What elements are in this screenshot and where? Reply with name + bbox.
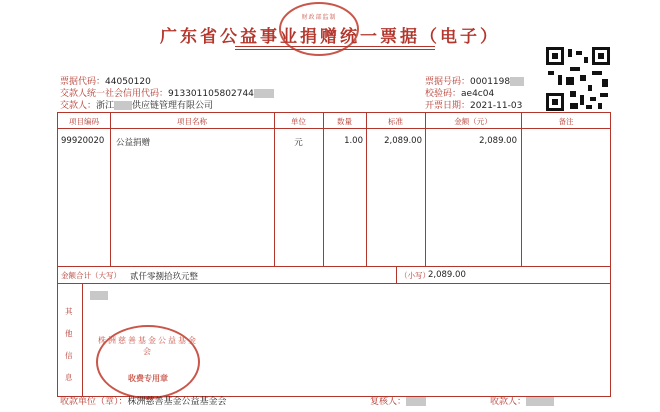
reviewer-label: 复核人： <box>370 397 407 407</box>
payment-seal-center-text: 收费专用章 <box>128 374 168 383</box>
table-body-rule <box>58 266 610 267</box>
payment-seal-ring-text: 株洲慈善基金公益基金会 <box>98 336 198 356</box>
document-title: 广东省公益事业捐赠统一票据（电子） <box>160 27 500 47</box>
check-code-value: ae4c04 <box>461 89 495 99</box>
redacted-block <box>254 89 274 98</box>
issue-date-value: 2021-11-03 <box>470 101 523 111</box>
col-header-qty: 数量 <box>337 117 352 126</box>
redacted-block <box>510 77 524 86</box>
col-header-std: 标准 <box>388 117 403 126</box>
total-small-label: （小写） <box>400 271 430 280</box>
row-name: 公益捐赠 <box>116 138 151 148</box>
payee <box>490 394 554 407</box>
payer-label: 交款人： <box>60 101 97 111</box>
col-header-unit: 单位 <box>291 117 306 126</box>
col-header-name: 项目名称 <box>177 117 207 126</box>
check-code-label: 校验码： <box>425 89 462 99</box>
issue-date-label: 开票日期： <box>425 101 471 111</box>
redacted-block <box>114 101 132 110</box>
payer <box>60 98 213 111</box>
bill-number-label: 票据号码： <box>425 77 471 87</box>
redacted-block <box>406 397 426 406</box>
bill-number-value: 0001198 <box>470 77 511 87</box>
qr-code <box>546 47 610 111</box>
col-header-amount: 金额（元） <box>454 117 492 126</box>
col-divider <box>110 113 111 266</box>
redacted-block <box>526 397 554 406</box>
total-divider <box>396 266 397 283</box>
col-header-code: 项目编码 <box>69 117 99 126</box>
title-underline-2 <box>235 49 435 50</box>
row-qty: 1.00 <box>344 136 363 146</box>
receiver <box>60 394 227 407</box>
payer-prefix: 浙江 <box>96 101 115 111</box>
payer-credit-code-value: 913301105802744 <box>168 89 254 99</box>
reviewer <box>370 394 426 407</box>
table-total-rule <box>58 283 610 284</box>
payer-suffix: 供应链管理有限公司 <box>132 101 214 111</box>
row-code: 99920020 <box>61 136 105 146</box>
other-info-divider <box>82 283 83 396</box>
col-divider <box>521 113 522 266</box>
issue-date <box>425 98 522 111</box>
row-unit: 元 <box>294 138 303 148</box>
receiver-value: 株洲慈善基金公益基金会 <box>127 397 227 407</box>
total-label: 金额合计（大写） <box>61 271 121 280</box>
total-words: 贰仟零捌拾玖元整 <box>130 272 199 282</box>
col-header-note: 备注 <box>558 117 574 126</box>
redacted-block <box>90 291 108 300</box>
total-small-value: 2,089.00 <box>428 270 466 280</box>
supervision-seal-text: 财政部监制 <box>301 14 337 21</box>
payer-credit-code-label: 交款人统一社会信用代码： <box>60 89 169 99</box>
payment-seal <box>96 325 200 399</box>
row-std: 2,089.00 <box>384 136 422 146</box>
row-amount: 2,089.00 <box>479 136 517 146</box>
payee-label: 收款人： <box>490 397 527 407</box>
table-header-rule <box>58 128 610 129</box>
bill-code-value: 44050120 <box>105 77 151 87</box>
other-info-label: 其他信息 <box>65 307 73 382</box>
receiver-label: 收款单位（章）： <box>60 397 128 407</box>
title-underline <box>235 46 435 47</box>
bill-code-label: 票据代码： <box>60 77 106 87</box>
